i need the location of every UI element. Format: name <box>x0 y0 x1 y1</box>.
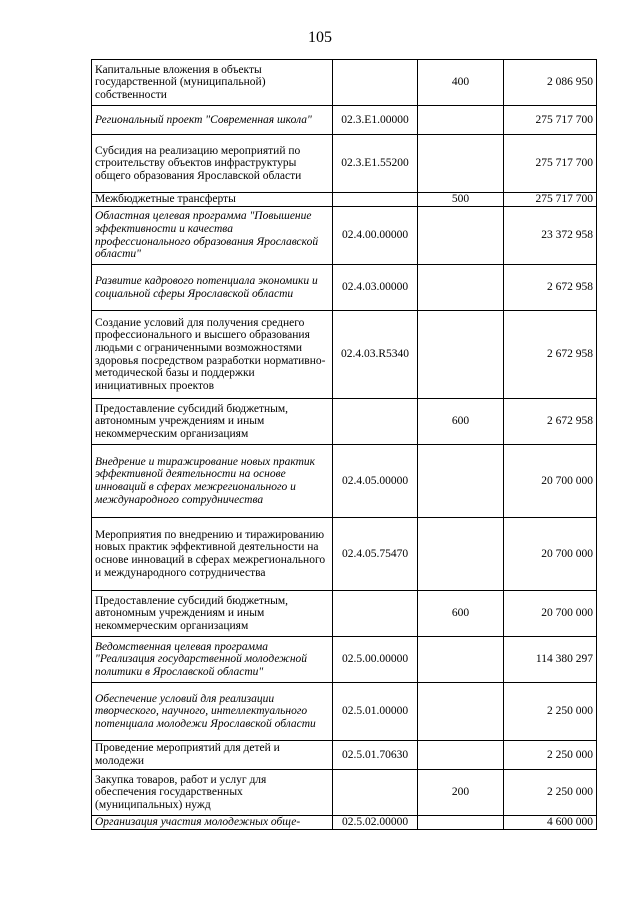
row-code-cell <box>333 591 418 637</box>
row-name-cell: Предоставление субсидий бюджетным, автономным учреждениям и иным некоммерческим организациям <box>92 399 333 445</box>
table-row <box>92 770 597 816</box>
row-expense-type-cell: 600 <box>418 399 504 445</box>
row-name-cell: Капитальные вложения в объекты государственной (муниципальной) собственности <box>92 60 333 106</box>
row-name-cell: Региональный проект "Современная школа" <box>92 106 333 135</box>
row-amount-cell: 2 672 958 <box>504 399 597 445</box>
row-code-cell: 02.4.05.00000 <box>333 445 418 518</box>
table-row <box>92 683 597 741</box>
row-amount-cell: 2 672 958 <box>504 265 597 311</box>
table-row <box>92 399 597 445</box>
row-amount-cell: 20 700 000 <box>504 445 597 518</box>
row-code-cell: 02.5.01.00000 <box>333 683 418 741</box>
row-amount-cell: 275 717 700 <box>504 135 597 193</box>
row-code-cell <box>333 770 418 816</box>
row-code-cell: 02.4.03.R5340 <box>333 311 418 399</box>
row-name-cell: Мероприятия по внедрению и тиражированию новых практик эффективной деятельности на основе инноваций в сферах межрегионального и международного сотрудничества <box>92 518 333 591</box>
row-amount-cell: 4 600 000 <box>504 816 597 830</box>
table-row <box>92 207 597 265</box>
row-code-cell <box>333 399 418 445</box>
row-code-cell: 02.4.03.00000 <box>333 265 418 311</box>
row-amount-cell: 23 372 958 <box>504 207 597 265</box>
row-name-cell: Закупка товаров, работ и услуг для обеспечения государственных (муниципальных) нужд <box>92 770 333 816</box>
row-code-cell: 02.5.01.70630 <box>333 741 418 770</box>
row-name-cell: Проведение мероприятий для детей и молодежи <box>92 741 333 770</box>
row-code-cell: 02.4.05.75470 <box>333 518 418 591</box>
row-expense-type-cell <box>418 135 504 193</box>
budget-table-body <box>92 60 597 830</box>
row-amount-cell: 20 700 000 <box>504 591 597 637</box>
table-row <box>92 265 597 311</box>
row-name-cell: Организация участия молодежных обще- <box>92 816 333 830</box>
table-row <box>92 311 597 399</box>
row-expense-type-cell <box>418 637 504 683</box>
row-amount-cell: 2 250 000 <box>504 683 597 741</box>
row-expense-type-cell <box>418 207 504 265</box>
row-code-cell: 02.3.E1.00000 <box>333 106 418 135</box>
row-expense-type-cell: 600 <box>418 591 504 637</box>
row-expense-type-cell <box>418 445 504 518</box>
table-row <box>92 637 597 683</box>
row-code-cell <box>333 60 418 106</box>
row-expense-type-cell: 400 <box>418 60 504 106</box>
table-row <box>92 60 597 106</box>
row-code-cell: 02.5.00.00000 <box>333 637 418 683</box>
row-name-cell: Развитие кадрового потенциала экономики и социальной сферы Ярославской области <box>92 265 333 311</box>
table-row <box>92 193 597 207</box>
page-number: 105 <box>308 29 332 46</box>
row-amount-cell: 275 717 700 <box>504 193 597 207</box>
table-row <box>92 445 597 518</box>
row-expense-type-cell <box>418 311 504 399</box>
table-row <box>92 518 597 591</box>
row-code-cell: 02.4.00.00000 <box>333 207 418 265</box>
row-amount-cell: 2 250 000 <box>504 770 597 816</box>
table-row <box>92 741 597 770</box>
row-amount-cell: 275 717 700 <box>504 106 597 135</box>
row-expense-type-cell <box>418 683 504 741</box>
row-expense-type-cell: 500 <box>418 193 504 207</box>
row-name-cell: Создание условий для получения среднего профессионального и высшего образования людьми с ограниченными возможностями здоровья посредством разработки нормативно-методической базы и поддержки инициативных проектов <box>92 311 333 399</box>
row-amount-cell: 2 672 958 <box>504 311 597 399</box>
row-expense-type-cell: 200 <box>418 770 504 816</box>
row-name-cell: Межбюджетные трансферты <box>92 193 333 207</box>
table-row <box>92 816 597 830</box>
row-expense-type-cell <box>418 741 504 770</box>
row-name-cell: Субсидия на реализацию мероприятий по строительству объектов инфраструктуры общего образования Ярославской области <box>92 135 333 193</box>
row-amount-cell: 2 250 000 <box>504 741 597 770</box>
row-name-cell: Ведомственная целевая программа "Реализация государственной молодежной политики в Ярославской области" <box>92 637 333 683</box>
row-expense-type-cell <box>418 106 504 135</box>
row-name-cell: Обеспечение условий для реализации творческого, научного, интеллектуального потенциала молодежи Ярославской области <box>92 683 333 741</box>
row-expense-type-cell <box>418 816 504 830</box>
row-amount-cell: 114 380 297 <box>504 637 597 683</box>
row-expense-type-cell <box>418 265 504 311</box>
row-amount-cell: 20 700 000 <box>504 518 597 591</box>
budget-table <box>91 59 597 830</box>
table-row <box>92 106 597 135</box>
row-name-cell: Внедрение и тиражирование новых практик эффективной деятельности на основе инноваций в сферах межрегионального и международного сотрудничества <box>92 445 333 518</box>
row-amount-cell: 2 086 950 <box>504 60 597 106</box>
row-name-cell: Предоставление субсидий бюджетным, автономным учреждениям и иным некоммерческим организациям <box>92 591 333 637</box>
row-name-cell: Областная целевая программа "Повышение эффективности и качества профессионального образования Ярославской области" <box>92 207 333 265</box>
row-expense-type-cell <box>418 518 504 591</box>
table-row <box>92 135 597 193</box>
table-row <box>92 591 597 637</box>
row-code-cell: 02.3.E1.55200 <box>333 135 418 193</box>
row-code-cell: 02.5.02.00000 <box>333 816 418 830</box>
row-code-cell <box>333 193 418 207</box>
